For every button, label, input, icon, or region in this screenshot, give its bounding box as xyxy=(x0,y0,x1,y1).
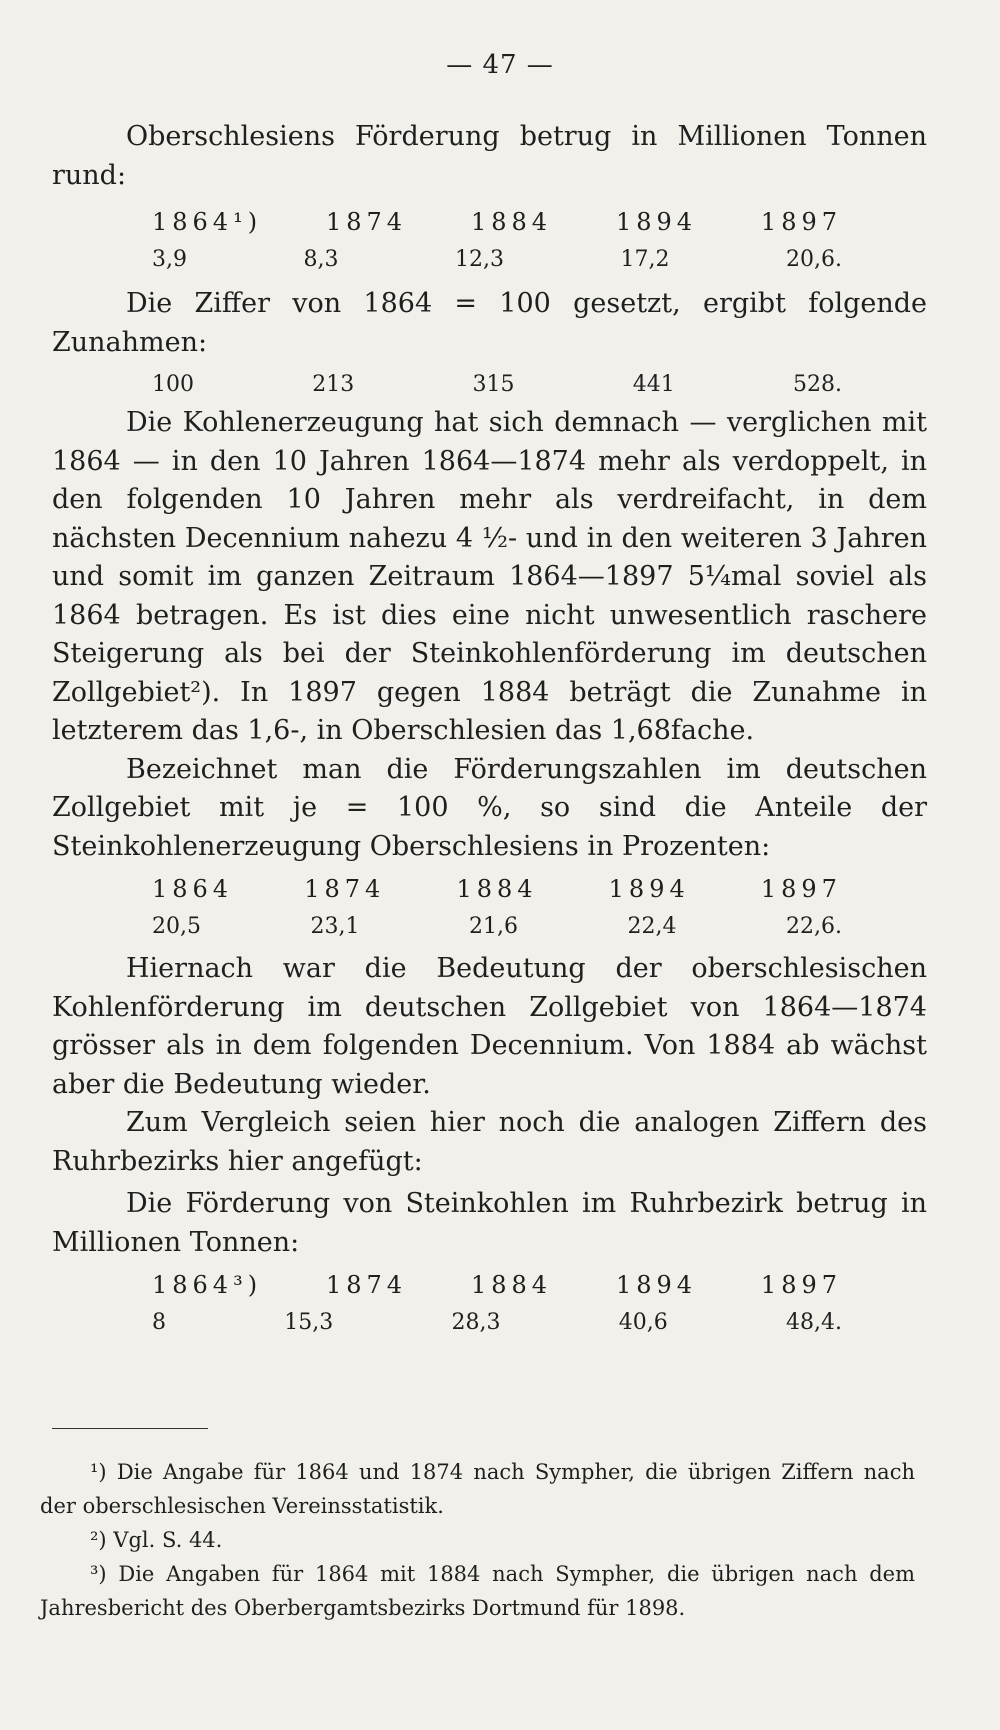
table3-year: 1884 xyxy=(456,875,538,903)
table2-value: 441 xyxy=(632,372,675,397)
paragraph-7: Die Förderung von Steinkohlen im Ruhrbezirk betrug in Millionen Tonnen: xyxy=(52,1188,927,1258)
table2-value: 100 xyxy=(152,372,194,397)
paragraph-6: Zum Vergleich seien hier noch die analogen Ziffern des Ruhrbezirks hier angefügt: xyxy=(52,1107,927,1177)
table4-value: 28,3 xyxy=(451,1310,501,1335)
table3-value: 21,6 xyxy=(469,914,518,939)
table4-year: 1884 xyxy=(470,1271,553,1299)
table1-value: 20,6. xyxy=(785,247,842,272)
table1-year: 1884 xyxy=(470,208,553,236)
table3-year: 1897 xyxy=(760,875,842,903)
table3-year: 1864 xyxy=(152,875,234,903)
paragraph-5: Hiernach war die Bedeutung der oberschlesischen Kohlenförderung im deutschen Zollgebiet von 1864—1874 grösser als in dem folgenden Decennium. Von 1884 ab wächst aber die Bedeutung wieder. xyxy=(52,953,927,1100)
intro-paragraph: Oberschlesiens Förderung betrug in Millionen Tonnen rund: xyxy=(52,121,927,191)
table2-value: 213 xyxy=(312,372,355,397)
table3-value: 23,1 xyxy=(310,914,360,939)
table3-year: 1874 xyxy=(304,875,386,903)
table1-year: 1874 xyxy=(325,208,408,236)
table4-years xyxy=(152,1266,842,1304)
table4-value: 48,4. xyxy=(786,1310,842,1335)
table3-value: 22,4 xyxy=(627,914,677,939)
table1-value: 17,2 xyxy=(620,247,670,272)
table1-year: 1864¹) xyxy=(152,208,263,236)
footnote-3: ³) Die Angaben für 1864 mit 1884 nach Sympher, die übrigen nach dem Jahresbericht des Oberbergamtsbezirks Dortmund für 1898. xyxy=(40,1562,915,1620)
table3-values xyxy=(152,908,842,946)
table2-value: 315 xyxy=(472,372,515,397)
table4-year: 1874 xyxy=(325,1271,408,1299)
table1-value: 8,3 xyxy=(303,247,339,272)
table2-values xyxy=(152,366,842,404)
table2-value: 528. xyxy=(793,372,842,397)
table3-years xyxy=(152,870,842,908)
table3-value: 20,5 xyxy=(152,914,201,939)
table1-value: 3,9 xyxy=(152,247,187,272)
table1-years xyxy=(152,203,842,241)
table1-values xyxy=(152,241,842,279)
paragraph-4: Bezeichnet man die Förderungszahlen im deutschen Zollgebiet mit je = 100 %, so sind die Anteile der Steinkohlenerzeugung Oberschlesiens in Prozenten: xyxy=(52,753,927,862)
footnote-2: ²) Vgl. S. 44. xyxy=(90,1528,223,1552)
table1-value: 12,3 xyxy=(455,247,504,272)
table4-value: 15,3 xyxy=(284,1310,334,1335)
table4-value: 8 xyxy=(152,1310,166,1335)
paragraph-3: Die Kohlenerzeugung hat sich demnach — verglichen mit 1864 — in den 10 Jahren 1864—1874 mehr als verdoppelt, in den folgenden 10 Jahren mehr als verdreifacht, in dem nächsten Decennium nahezu 4 ½- und in den weiteren 3 Jahren und somit im ganzen Zeitraum 1864—1897 5¼mal soviel als 1864 betragen. Es ist dies eine nicht unwesentlich raschere Steigerung als bei der Steinkohlenförderung im deutschen Zollgebiet²). In 1897 gegen 1884 beträgt die Zunahme in letzterem das 1,6-, in Oberschlesien das 1,68fache. xyxy=(52,407,927,746)
footnote-divider xyxy=(52,1428,208,1429)
table1-year: 1897 xyxy=(760,208,842,236)
table4-values xyxy=(152,1304,842,1342)
table4-value: 40,6 xyxy=(618,1310,668,1335)
page-number: — 47 — xyxy=(446,50,554,80)
paragraph-2: Die Ziffer von 1864 = 100 gesetzt, ergibt folgende Zunahmen: xyxy=(52,288,927,358)
table4-year: 1864³) xyxy=(152,1271,263,1299)
table3-year: 1894 xyxy=(608,875,690,903)
footnote-1: ¹) Die Angabe für 1864 und 1874 nach Sympher, die übrigen Ziffern nach der oberschlesischen Vereinsstatistik. xyxy=(40,1460,915,1518)
body-text xyxy=(52,118,927,1342)
table1-year: 1894 xyxy=(615,208,698,236)
table3-value: 22,6. xyxy=(786,914,842,939)
table4-year: 1897 xyxy=(760,1271,842,1299)
footnotes xyxy=(40,1455,915,1625)
table4-year: 1894 xyxy=(615,1271,698,1299)
